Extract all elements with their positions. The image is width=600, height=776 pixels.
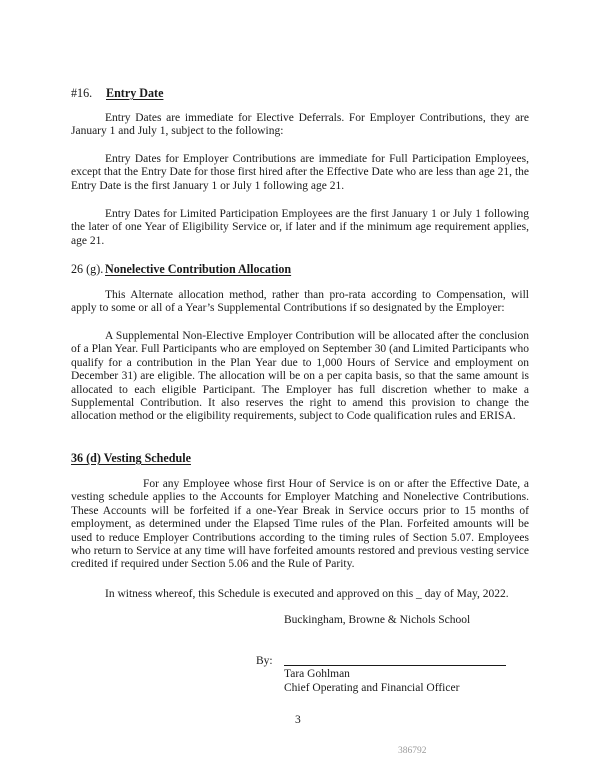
paragraph: Entry Dates for Limited Participation Employees are the first January 1 or July 1 following the later of one Year of Eligibility Service or, if later and if the minimum age requirement applies, age 21. <box>71 208 529 247</box>
paragraph: For any Employee whose first Hour of Service is on or after the Effective Date, a vesting schedule applies to the Accounts for Employer Matching and Nonelective Contributions. These Accounts will be forfeited if a one-Year Break in Service occurs prior to 15 months of employment, as determined under the Elapsed Time rules of the Plan. Forfeited amounts will be used to reduce Employer Contributions according to the timing rules of Section 5.07. Employees who return to Service at any time will have forfeited amounts restored and previous vesting service credited if required under Section 5.06 and the Rule of Parity. <box>71 478 529 571</box>
section-number: 26 (g). <box>71 262 104 276</box>
signature-line <box>284 665 506 666</box>
section-heading-entry-date <box>71 86 163 101</box>
page-number: 3 <box>295 714 301 726</box>
section-title: Nonelective Contribution Allocation <box>105 262 292 276</box>
signatory-name: Tara Gohlman <box>284 668 350 680</box>
witness-statement: In witness whereof, this Schedule is executed and approved on this _ day of May, 2022. <box>105 588 509 600</box>
paragraph: A Supplemental Non-Elective Employer Contribution will be allocated after the conclusion of a Plan Year. Full Participants who are employed on September 30 (and Limited Participants who qualify for a contribution in the Plan Year due to 1,000 Hours of Service and employment on December 31) are eligible. The allocation will be on a per capita basis, so that the same amount is allocated to each eligible Participant. The Employer has full discretion whether to make a Supplemental Contribution. It also reserves the right to amend this provision to change the allocation method or the eligibility requirements, subject to Code qualification rules and ERISA. <box>71 330 529 423</box>
paragraph: Entry Dates are immediate for Elective Deferrals. For Employer Contributions, they are January 1 and July 1, subject to the following: <box>71 112 529 138</box>
section-heading-nonelective <box>71 262 291 277</box>
signatory-title: Chief Operating and Financial Officer <box>284 682 460 694</box>
section-number: #16. <box>71 86 93 100</box>
document-code: 386792 <box>398 746 427 756</box>
paragraph: Entry Dates for Employer Contributions are immediate for Full Participation Employees, except that the Entry Date for those first hired after the Effective Date who are less than age 21, the Entry Date is the first January 1 or July 1 following age 21. <box>71 153 529 192</box>
signatory-organization: Buckingham, Browne & Nichols School <box>284 614 471 626</box>
section-title: 36 (d) Vesting Schedule <box>71 451 191 465</box>
paragraph: This Alternate allocation method, rather than pro-rata according to Compensation, will apply to some or all of a Year’s Supplemental Contributions if so designated by the Employer: <box>71 289 529 315</box>
section-heading-vesting <box>71 451 191 466</box>
by-label: By: <box>256 655 273 667</box>
section-title: Entry Date <box>106 86 164 100</box>
